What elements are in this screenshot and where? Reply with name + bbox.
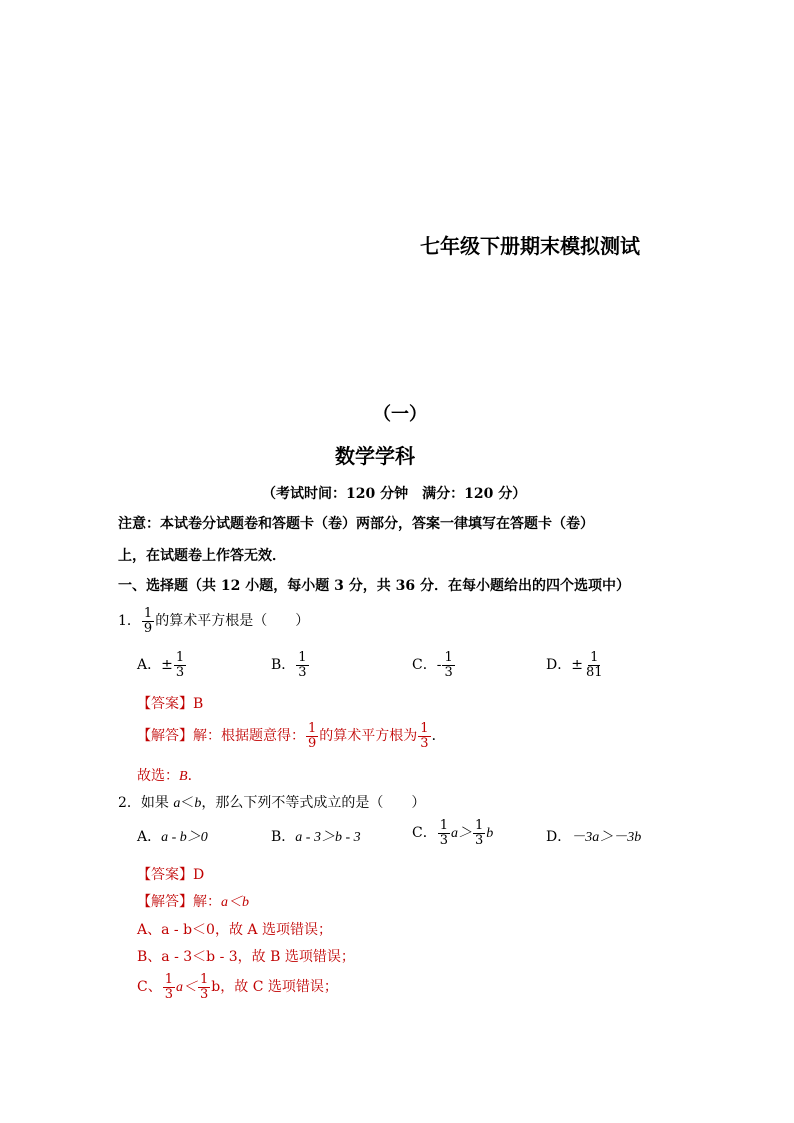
question-1-stem [118,607,309,635]
question-2-stem: 2．如果 a＜b，那么下列不等式成立的是（ ） [118,795,426,811]
solution-tag: 【解答】 [137,894,193,910]
page-title: 七年级下册期末模拟测试 [420,234,640,258]
fraction: $\frac{1}{3}$ [298,650,307,680]
section-heading: 一、选择题（共 12 小题，每小题 3 分，共 36 分．在每小题给出的四个选项中） [118,578,630,594]
q2-option-b: B．a - 3＞b - 3 [271,829,361,845]
subject-title: 数学学科 [335,444,415,468]
q1-answer [137,693,203,713]
exam-info: （考试时间：120 分钟 满分：120 分） [262,486,527,502]
fraction: $\frac{1}{3}$ [475,818,484,848]
q2-solution-line-a: A、a - b＜0，故 A 选项错误； [137,922,332,938]
answer-tag: 【答案】 [137,867,193,883]
q1-option-a: A．± $\frac{1}{3}$ [137,650,185,680]
q1-option-c: C．- $\frac{1}{3}$ [412,650,453,680]
q2-option-a: A．a - b＞0 [137,829,208,845]
q2-option-c: C． $\frac{1}{3}$ a＞ $\frac{1}{3}$ b [412,818,494,848]
fraction: $\frac{1}{3}$ [200,972,209,1002]
notice-line-1: 注意：本试卷分试题卷和答题卡（卷）两部分，答案一律填写在答题卡（卷） [118,516,594,532]
question-number: 2． [118,795,141,811]
q2-option-d: D．－3a＞－3b [546,829,642,845]
q2-solution-line-c: C、 $\frac{1}{3}$ a＜ $\frac{1}{3}$ b，故 C 选项错误； [137,972,338,1002]
fraction: $\frac{1}{3}$ [439,818,448,848]
question-text: 的算术平方根是（ ） [155,613,310,630]
q2-answer [137,864,204,884]
fraction: $\frac{1}{3}$ [175,650,185,680]
q1-choose: 故选：B． [137,768,202,784]
q2-solution-line-b: B、a - 3＜b - 3，故 B 选项错误； [137,949,355,965]
q1-option-d: D．± $\frac{1}{81}$ [546,650,603,680]
answer-value: B [193,696,204,712]
fraction: $\frac{1}{3}$ [444,650,453,680]
q1-solution: 【解答】解：根据题意得： $\frac{1}{9}$ 的算术平方根为 $\frac{1}{3}$ ． [137,721,446,751]
q1-option-b: B． $\frac{1}{3}$ [271,650,307,680]
question-number: 1． [118,613,141,630]
notice-line-2: 上，在试题卷上作答无效． [118,548,286,564]
answer-tag: 【答案】 [137,696,193,712]
fraction: $\frac{1}{81}$ [585,650,603,680]
answer-value: D [193,867,205,883]
fraction: $\frac{1}{3}$ [420,721,429,751]
part-number: （一） [373,404,427,425]
fraction: $\frac{1}{9}$ [143,606,153,636]
solution-tag: 【解答】 [137,728,193,745]
fraction: $\frac{1}{9}$ [308,721,317,751]
fraction: $\frac{1}{3}$ [164,972,173,1002]
q2-solution: 【解答】解：a＜b [137,894,249,910]
